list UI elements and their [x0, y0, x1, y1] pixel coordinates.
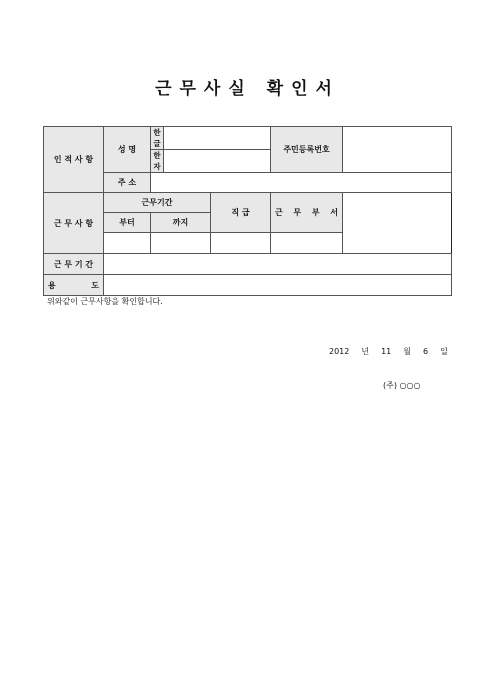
department-char: 서 [330, 208, 338, 217]
duration-field[interactable] [104, 254, 452, 275]
to-date-field[interactable] [151, 233, 211, 254]
purpose-field[interactable] [104, 275, 452, 296]
date-day: 6 [423, 347, 429, 356]
personal-section-label: 인 적 사 항 [44, 127, 104, 193]
duration-label: 근 무 기 간 [44, 254, 104, 275]
work-section-label: 근 무 사 항 [44, 193, 104, 254]
from-label: 부터 [104, 213, 151, 233]
department-char: 근 [275, 208, 283, 217]
date-day-unit: 일 [440, 347, 448, 356]
hangul-label: 한글 [151, 127, 164, 150]
from-date-field[interactable] [104, 233, 151, 254]
hanja-label: 한자 [151, 150, 164, 173]
address-label: 주 소 [104, 173, 151, 193]
rrn-label: 주민등록번호 [271, 127, 343, 173]
date-month: 11 [381, 347, 392, 356]
work-period-label: 근무기간 [104, 193, 211, 213]
address-field[interactable] [151, 173, 452, 193]
department-field[interactable] [271, 233, 343, 254]
rrn-field[interactable] [343, 127, 452, 173]
purpose-char: 도 [91, 280, 99, 290]
department-char: 무 [293, 208, 302, 217]
date-month-unit: 월 [403, 347, 412, 356]
confirmation-form [43, 126, 452, 296]
position-field[interactable] [211, 233, 271, 254]
issue-date [329, 346, 448, 357]
name-label: 성 명 [104, 127, 151, 173]
hanja-name-field[interactable] [164, 150, 271, 173]
document-title: 근무사실 확인서 [155, 79, 340, 99]
date-year-unit: 년 [361, 347, 370, 356]
date-year: 2012 [329, 347, 350, 356]
company-name: (주) ○○○ [383, 381, 421, 390]
department-label [271, 193, 343, 233]
purpose-label [44, 275, 104, 296]
confirm-statement: 위와같이 근무사항을 확인합니다. [47, 297, 163, 306]
department-char: 부 [311, 208, 320, 217]
hangul-name-field[interactable] [164, 127, 271, 150]
position-label: 직 급 [211, 193, 271, 233]
purpose-char: 용 [48, 280, 56, 290]
to-label: 까지 [151, 213, 211, 233]
